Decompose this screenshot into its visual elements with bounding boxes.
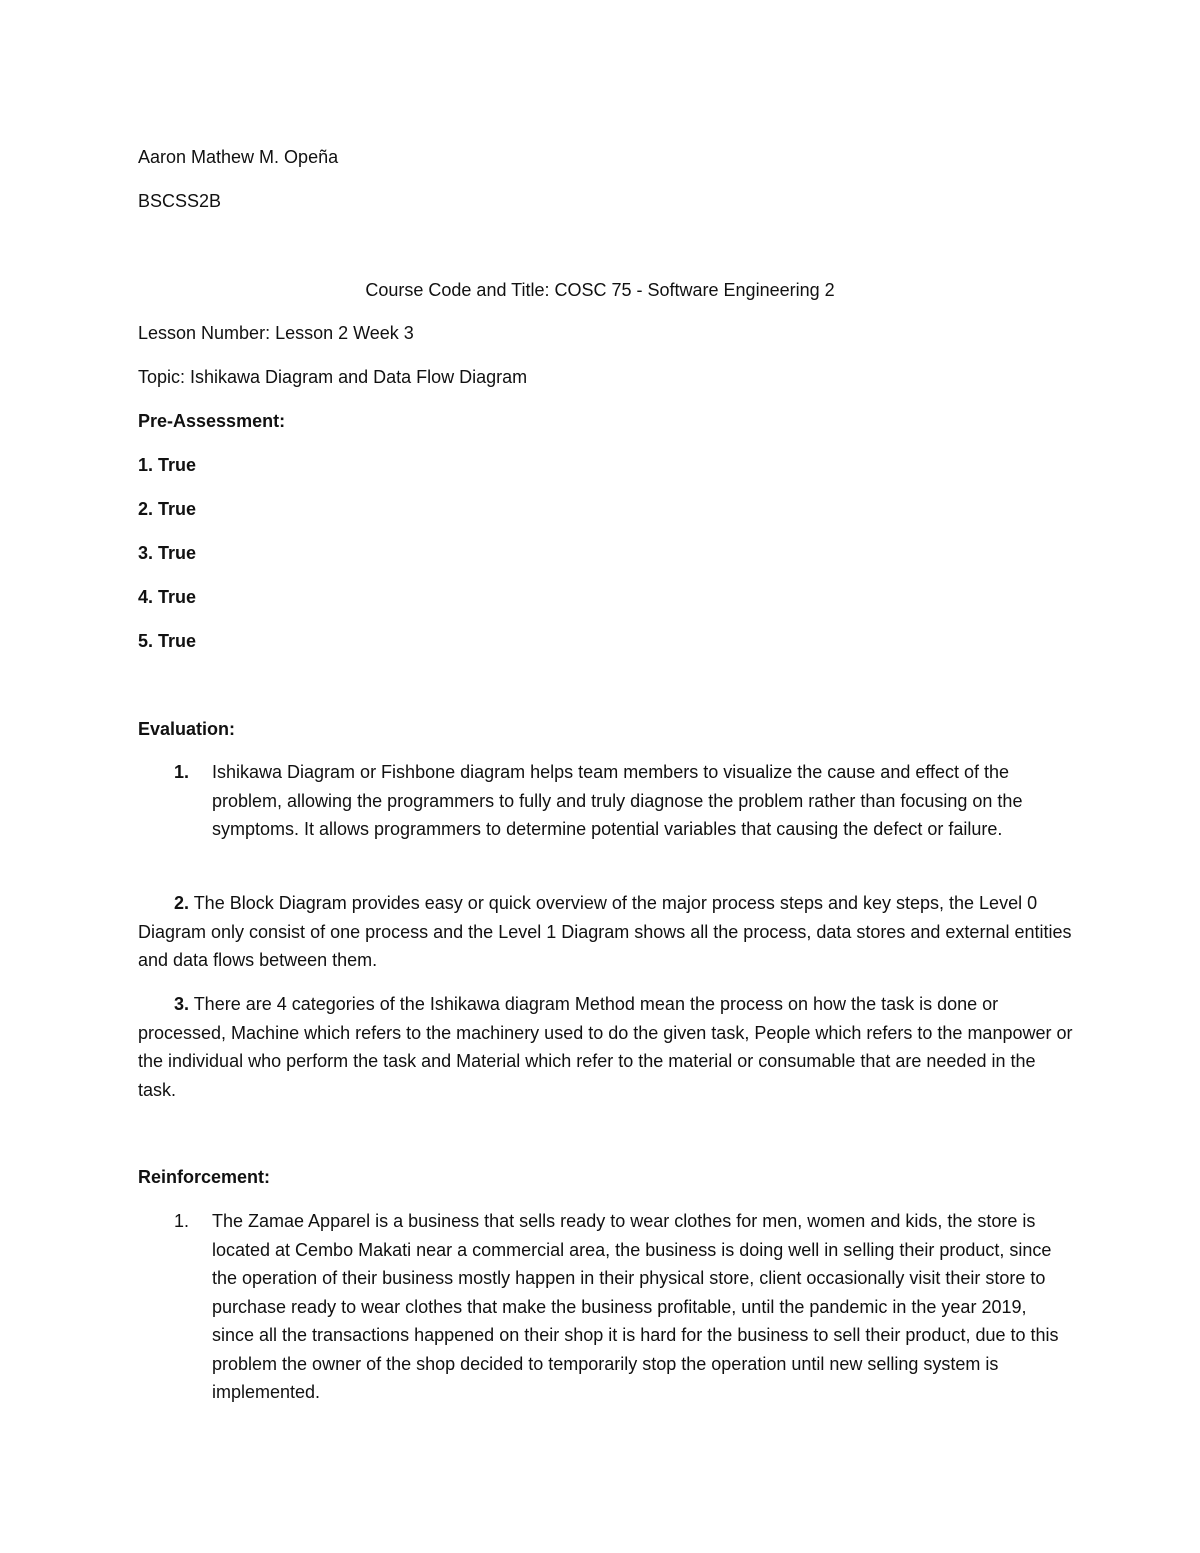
reinforcement-heading: Reinforcement:: [138, 1167, 271, 1187]
reinforcement-item-1: [138, 1207, 1068, 1407]
lesson-number: Lesson Number: Lesson 2 Week 3: [138, 323, 414, 343]
student-section: BSCSS2B: [138, 191, 222, 211]
list-number: 1.: [174, 1211, 190, 1231]
evaluation-item-3: [138, 990, 1078, 1104]
student-name: Aaron Mathew M. Opeña: [138, 147, 339, 167]
pre-assessment-heading: Pre-Assessment:: [138, 411, 286, 431]
pre-assessment-answer: 2. True: [138, 499, 197, 519]
evaluation-item-1-text: Ishikawa Diagram or Fishbone diagram helps team members to visualize the cause and effect of the problem, allowing the programmers to fully and truly diagnose the problem rather than focusing on the symptoms. It allows programmers to determine potential variables that causing the defect or failure.: [212, 762, 1023, 839]
evaluation-item-2: [138, 889, 1078, 975]
topic: Topic: Ishikawa Diagram and Data Flow Diagram: [138, 367, 528, 387]
list-number: 1.: [174, 762, 190, 782]
reinforcement-item-1-text: The Zamae Apparel is a business that sells ready to wear clothes for men, women and kids, the store is located at Cembo Makati near a commercial area, the business is doing well in selling their product, since the operation of their business mostly happen in their physical store, client occasionally visit their store to purchase ready to wear clothes that make the business profitable, until the pandemic in the year 2019, since all the transactions happened on their shop it is hard for the business to sell their product, due to this problem the owner of the shop decided to temporarily stop the operation until new selling system is implemented.: [212, 1211, 1059, 1402]
list-number: 2.: [174, 893, 190, 913]
evaluation-item-1: [138, 758, 1068, 844]
course-title: Course Code and Title: COSC 75 - Software Engineering 2: [365, 280, 835, 300]
pre-assessment-answer: 3. True: [138, 543, 197, 563]
evaluation-heading: Evaluation:: [138, 719, 236, 739]
pre-assessment-answer: 1. True: [138, 455, 197, 475]
pre-assessment-answer: 4. True: [138, 587, 197, 607]
list-number: 3.: [174, 994, 190, 1014]
evaluation-item-3-text: There are 4 categories of the Ishikawa diagram Method mean the process on how the task is done or processed, Machine which refers to the machinery used to do the given task, People which refers to the manpower or the individual who perform the task and Material which refer to the material or consumable that are needed in the task.: [138, 994, 1073, 1100]
pre-assessment-answer: 5. True: [138, 631, 197, 651]
evaluation-item-2-text: The Block Diagram provides easy or quick overview of the major process steps and key steps, the Level 0 Diagram only consist of one process and the Level 1 Diagram shows all the process, data stores and external entities and data flows between them.: [138, 893, 1072, 970]
